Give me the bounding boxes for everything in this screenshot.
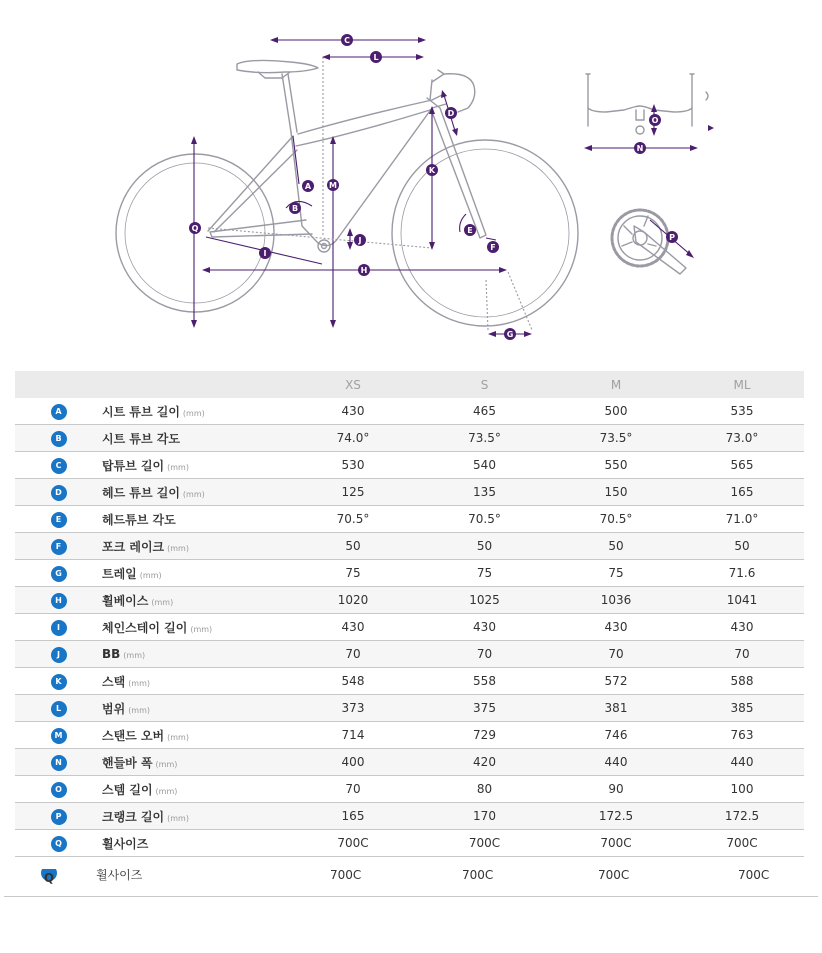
value-xs: 714 xyxy=(289,722,417,749)
row-letter-cell xyxy=(15,398,102,425)
table-row xyxy=(15,587,804,614)
value-xs: 75 xyxy=(289,560,417,587)
value-xs: 548 xyxy=(289,668,417,695)
ghost-value-s: 700C xyxy=(462,869,494,882)
row-letter-cell xyxy=(15,425,102,452)
svg-text:J: J xyxy=(358,236,362,245)
value-s: 135 xyxy=(417,479,552,506)
bike-geometry-diagram xyxy=(0,0,822,360)
value-m: 70.5° xyxy=(552,506,680,533)
value-ml: 70 xyxy=(680,641,804,668)
row-letter-badge: M xyxy=(51,728,67,744)
svg-text:C: C xyxy=(344,36,350,45)
row-label: 포크 레이크 xyxy=(102,539,165,554)
table-row xyxy=(15,641,804,668)
row-name-cell xyxy=(102,614,289,641)
row-letter-badge: K xyxy=(51,674,67,690)
value-s: 50 xyxy=(417,533,552,560)
value-xs: 74.0° xyxy=(289,425,417,452)
value-m: 150 xyxy=(552,479,680,506)
value-ml: 50 xyxy=(680,533,804,560)
value-ml: 565 xyxy=(680,452,804,479)
value-s: 465 xyxy=(417,398,552,425)
svg-text:N: N xyxy=(636,144,644,153)
table-row xyxy=(15,830,804,857)
diagram-label-m xyxy=(327,179,339,191)
row-label: 시트 튜브 길이 xyxy=(102,404,180,419)
saddle-icon xyxy=(237,60,318,132)
table-row xyxy=(15,722,804,749)
value-s: 420 xyxy=(417,749,552,776)
value-ml: 430 xyxy=(680,614,804,641)
row-letter-badge: F xyxy=(51,539,67,555)
value-ml: 700C xyxy=(680,830,804,857)
row-letter-cell xyxy=(15,803,102,830)
ghost-row xyxy=(4,869,818,897)
row-letter-badge: Q xyxy=(51,836,67,852)
row-name-cell xyxy=(102,452,289,479)
value-xs: 70 xyxy=(289,776,417,803)
table-row xyxy=(15,479,804,506)
value-s: 75 xyxy=(417,560,552,587)
value-m: 90 xyxy=(552,776,680,803)
value-ml: 1041 xyxy=(680,587,804,614)
row-label: 휠사이즈 xyxy=(102,836,149,851)
table-row xyxy=(15,452,804,479)
row-unit: (mm) xyxy=(123,651,146,660)
svg-text:Q: Q xyxy=(191,224,199,233)
value-xs: 1020 xyxy=(289,587,417,614)
value-ml: 165 xyxy=(680,479,804,506)
row-letter-badge: N xyxy=(51,755,67,771)
svg-text:I: I xyxy=(263,249,267,258)
svg-text:D: D xyxy=(447,109,455,118)
value-m: 75 xyxy=(552,560,680,587)
value-s: 700C xyxy=(417,830,552,857)
row-name-cell xyxy=(102,830,289,857)
row-unit: (mm) xyxy=(155,759,178,769)
diagram-label-q xyxy=(189,222,201,234)
row-letter-badge: A xyxy=(51,404,67,420)
value-xs: 70.5° xyxy=(289,506,417,533)
ghost-value-xs: 700C xyxy=(330,869,362,882)
row-name-cell xyxy=(102,668,289,695)
handlebar-front-icon xyxy=(586,74,708,134)
svg-text:L: L xyxy=(373,53,379,62)
row-letter-badge: J xyxy=(51,647,67,663)
table-row xyxy=(15,398,804,425)
table-row xyxy=(15,803,804,830)
svg-text:E: E xyxy=(467,226,473,235)
row-letter-cell xyxy=(15,587,102,614)
diagram-label-i xyxy=(259,247,271,259)
diagram-label-d xyxy=(445,107,457,119)
value-ml: 588 xyxy=(680,668,804,695)
table-row xyxy=(15,695,804,722)
svg-text:P: P xyxy=(669,233,675,242)
row-label: 범위 xyxy=(102,701,126,716)
row-letter-cell xyxy=(15,722,102,749)
value-xs: 400 xyxy=(289,749,417,776)
svg-text:G: G xyxy=(506,330,514,339)
row-label: 트레일 xyxy=(102,566,137,581)
diagram-label-h xyxy=(358,264,370,276)
value-xs: 530 xyxy=(289,452,417,479)
row-unit: (mm) xyxy=(167,813,189,823)
row-letter-cell xyxy=(15,695,102,722)
row-label: 스템 길이 xyxy=(102,782,153,797)
diagram-label-j xyxy=(354,234,366,246)
row-letter-cell xyxy=(15,614,102,641)
row-name-cell xyxy=(102,641,289,668)
diagram-label-l xyxy=(370,51,382,63)
row-unit: (mm) xyxy=(182,408,205,418)
value-m: 500 xyxy=(552,398,680,425)
value-m: 50 xyxy=(552,533,680,560)
row-name-cell xyxy=(102,749,289,776)
value-m: 430 xyxy=(552,614,680,641)
table-row xyxy=(15,425,804,452)
row-letter-cell xyxy=(15,776,102,803)
value-m: 440 xyxy=(552,749,680,776)
value-m: 1036 xyxy=(552,587,680,614)
row-label: BB xyxy=(102,647,121,661)
value-s: 375 xyxy=(417,695,552,722)
table-row xyxy=(15,668,804,695)
value-xs: 70 xyxy=(289,641,417,668)
size-header-s: S xyxy=(417,371,552,398)
row-name-cell xyxy=(102,560,289,587)
value-ml: 71.6 xyxy=(680,560,804,587)
value-ml: 172.5 xyxy=(680,803,804,830)
row-name-cell xyxy=(102,479,289,506)
row-letter-badge: G xyxy=(51,566,67,582)
row-letter-cell xyxy=(15,641,102,668)
value-s: 70 xyxy=(417,641,552,668)
header-name-cell xyxy=(102,371,289,398)
value-s: 80 xyxy=(417,776,552,803)
ghost-value-m: 700C xyxy=(598,869,630,882)
row-name-cell xyxy=(102,398,289,425)
table-header-row xyxy=(15,371,804,398)
table-row xyxy=(15,560,804,587)
row-letter-cell xyxy=(15,452,102,479)
svg-text:F: F xyxy=(490,243,496,252)
row-label: 스택 xyxy=(102,674,126,689)
row-unit: (mm) xyxy=(167,462,189,472)
value-xs: 373 xyxy=(289,695,417,722)
value-xs: 165 xyxy=(289,803,417,830)
value-s: 430 xyxy=(417,614,552,641)
value-s: 558 xyxy=(417,668,552,695)
row-name-cell xyxy=(102,722,289,749)
value-m: 172.5 xyxy=(552,803,680,830)
row-label: 스탠드 오버 xyxy=(102,728,165,743)
row-letter-cell xyxy=(15,506,102,533)
diagram-label-g xyxy=(504,328,516,340)
row-letter-badge: L xyxy=(51,701,67,717)
row-letter-badge: P xyxy=(51,809,67,825)
ghost-label: 휠사이즈 xyxy=(96,869,143,882)
diagram-label-k xyxy=(426,164,438,176)
diagram-label-c xyxy=(341,34,353,46)
value-xs: 50 xyxy=(289,533,417,560)
value-m: 381 xyxy=(552,695,680,722)
row-label: 크랭크 길이 xyxy=(102,809,165,824)
row-name-cell xyxy=(102,776,289,803)
size-header-m: M xyxy=(552,371,680,398)
diagram-label-f xyxy=(487,241,499,253)
row-name-cell xyxy=(102,533,289,560)
value-m: 746 xyxy=(552,722,680,749)
row-letter-cell xyxy=(15,830,102,857)
ghost-badge: Q xyxy=(41,869,57,891)
svg-text:K: K xyxy=(428,166,436,175)
diagram-label-n xyxy=(634,142,646,154)
geometry-table xyxy=(15,371,804,857)
value-s: 73.5° xyxy=(417,425,552,452)
svg-text:M: M xyxy=(329,181,337,190)
row-unit: (mm) xyxy=(151,597,174,607)
value-ml: 385 xyxy=(680,695,804,722)
value-m: 550 xyxy=(552,452,680,479)
value-ml: 100 xyxy=(680,776,804,803)
value-s: 170 xyxy=(417,803,552,830)
row-label: 체인스테이 길이 xyxy=(102,620,188,635)
row-letter-badge: C xyxy=(51,458,67,474)
value-ml: 763 xyxy=(680,722,804,749)
table-row xyxy=(15,614,804,641)
value-xs: 700C xyxy=(289,830,417,857)
row-letter-badge: O xyxy=(51,782,67,798)
diagram-label-b xyxy=(289,202,301,214)
value-xs: 125 xyxy=(289,479,417,506)
row-unit: (mm) xyxy=(155,786,178,796)
row-letter-cell xyxy=(15,479,102,506)
row-letter-cell xyxy=(15,533,102,560)
value-xs: 430 xyxy=(289,614,417,641)
row-letter-badge: E xyxy=(51,512,67,528)
row-letter-badge: D xyxy=(51,485,67,501)
size-header-xs: XS xyxy=(289,371,417,398)
value-s: 729 xyxy=(417,722,552,749)
size-header-ml: ML xyxy=(680,371,804,398)
row-name-cell xyxy=(102,587,289,614)
header-letter-cell xyxy=(15,371,102,398)
value-m: 572 xyxy=(552,668,680,695)
row-name-cell xyxy=(102,425,289,452)
value-ml: 535 xyxy=(680,398,804,425)
row-letter-cell xyxy=(15,668,102,695)
row-label: 시트 튜브 각도 xyxy=(102,431,180,446)
table-row xyxy=(15,506,804,533)
value-xs: 430 xyxy=(289,398,417,425)
svg-text:H: H xyxy=(360,266,368,275)
diagram-label-o xyxy=(649,114,661,126)
value-ml: 440 xyxy=(680,749,804,776)
row-label: 핸들바 폭 xyxy=(102,755,153,770)
row-unit: (mm) xyxy=(128,678,151,688)
row-letter-cell xyxy=(15,560,102,587)
row-label: 탑튜브 길이 xyxy=(102,458,165,473)
diagram-label-e xyxy=(464,224,476,236)
row-unit: (mm) xyxy=(182,489,205,499)
table-row xyxy=(15,776,804,803)
value-s: 1025 xyxy=(417,587,552,614)
bike-frame-icon xyxy=(208,94,486,252)
row-label: 헤드 튜브 길이 xyxy=(102,485,180,500)
row-label: 헤드튜브 각도 xyxy=(102,512,176,527)
svg-text:O: O xyxy=(651,116,659,125)
diagram-label-p xyxy=(666,231,678,243)
value-m: 70 xyxy=(552,641,680,668)
row-unit: (mm) xyxy=(167,732,189,742)
value-s: 540 xyxy=(417,452,552,479)
row-letter-badge: B xyxy=(51,431,67,447)
value-ml: 73.0° xyxy=(680,425,804,452)
row-label: 휠베이스 xyxy=(102,593,149,608)
row-unit: (mm) xyxy=(167,543,189,553)
value-m: 73.5° xyxy=(552,425,680,452)
diagram-label-a xyxy=(302,180,314,192)
table-row xyxy=(15,749,804,776)
row-name-cell xyxy=(102,695,289,722)
value-m: 700C xyxy=(552,830,680,857)
row-letter-badge: I xyxy=(51,620,67,636)
row-letter-badge: H xyxy=(51,593,67,609)
svg-text:B: B xyxy=(291,204,299,213)
row-name-cell xyxy=(102,506,289,533)
table-row xyxy=(15,533,804,560)
value-s: 70.5° xyxy=(417,506,552,533)
row-letter-cell xyxy=(15,749,102,776)
row-name-cell xyxy=(102,803,289,830)
value-ml: 71.0° xyxy=(680,506,804,533)
ghost-value-ml: 700C xyxy=(738,869,770,882)
row-unit: (mm) xyxy=(139,570,162,580)
row-unit: (mm) xyxy=(128,705,151,715)
svg-text:A: A xyxy=(304,182,312,191)
row-unit: (mm) xyxy=(190,624,213,634)
